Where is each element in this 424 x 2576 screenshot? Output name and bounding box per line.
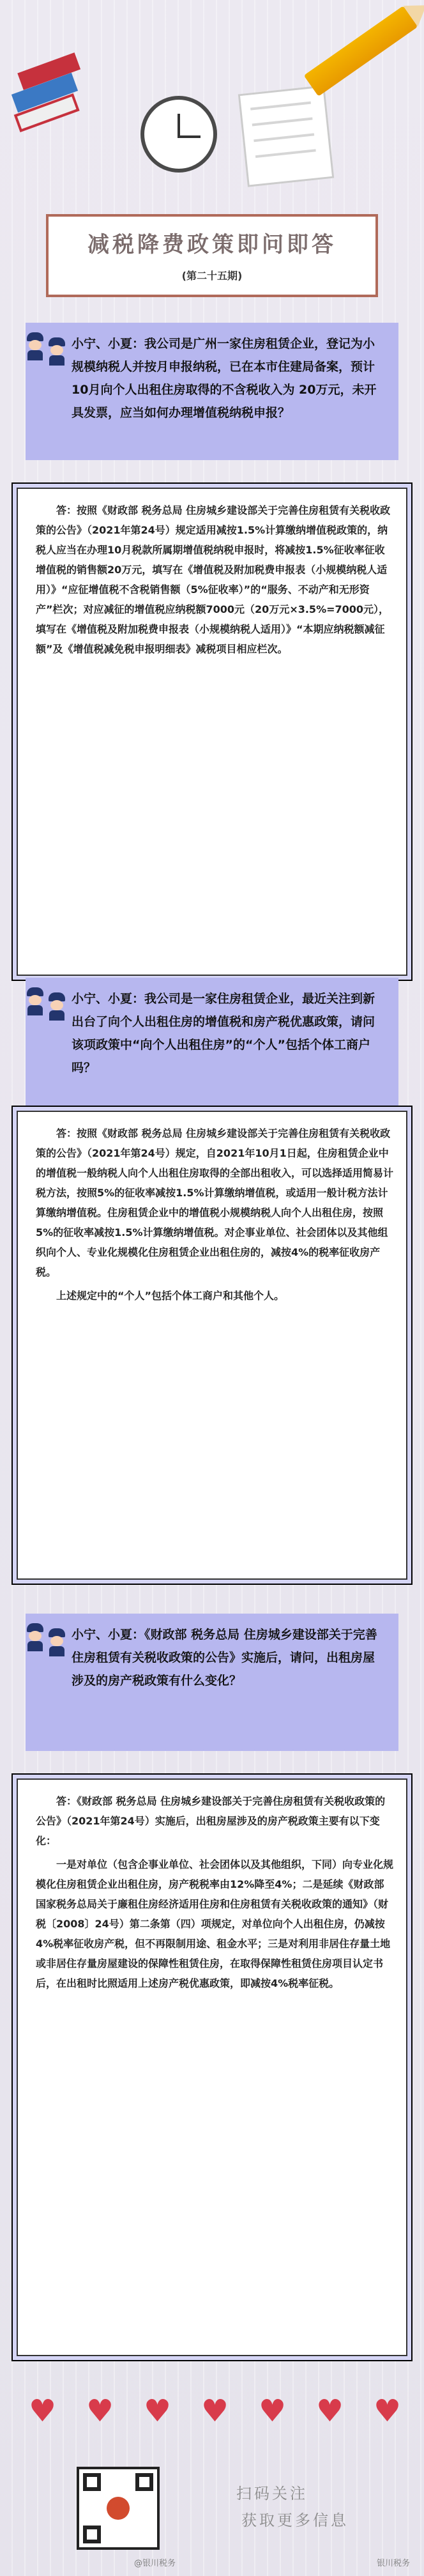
answer-paragraph: 答：按照《财政部 税务总局 住房城乡建设部关于完善住房租赁有关税收政策的公告》（2021年第24号）规定适用减按1.5%计算缴纳增值税政策的，纳税人应当在办理10月税款所属期增值税纳税申报时，将减按1.5%征收率征收增值税的销售额20万元，填写在《增值税及附加税费申报表（小规模纳税人适用）》“应征增值税不含税销售额（5%征收率）”的“服务、不动产和无形资产”栏次；对应减征的增值税应纳税额7000元（20万元×3.5%=7000元），填写在《增值税及附加税费申报表（小规模纳税人适用）》“本期应纳税额减征额”及《增值税减免税申报明细表》减税项目相应栏次。 — [36, 504, 391, 655]
clock-icon — [140, 96, 217, 173]
hearts-decoration — [0, 2380, 424, 2451]
heart-icon: ♥ — [86, 2393, 114, 2429]
watermark-right: 银川税务 — [377, 2559, 411, 2568]
heart-icon: ♥ — [259, 2393, 287, 2429]
pencil-icon — [304, 6, 418, 96]
heart-icon: ♥ — [201, 2393, 229, 2429]
more-info-text: 获取更多信息 — [241, 2511, 349, 2529]
heart-icon: ♥ — [374, 2393, 402, 2429]
scan-follow-text: 扫码关注 — [236, 2485, 308, 2503]
title-box — [46, 214, 378, 297]
document-icon — [238, 85, 335, 187]
police-avatars-icon — [26, 332, 70, 363]
heart-icon: ♥ — [144, 2393, 172, 2429]
qr-code[interactable] — [77, 2467, 160, 2550]
page-subtitle: (第二十五期) — [181, 270, 243, 282]
answer-card — [11, 1106, 413, 1585]
header-illustration — [0, 0, 424, 211]
answer-paragraph: 上述规定中的“个人”包括个体工商户和其他个人。 — [56, 1290, 285, 1302]
answer-paragraph: 答：《财政部 税务总局 住房城乡建设部关于完善住房租赁有关税收政策的公告》（2021年第24号）实施后，出租房屋涉及的房产税政策主要有以下变化： — [36, 1795, 386, 1847]
answer-paragraph: 一是对单位（包含企事业单位、社会团体以及其他组织，下同）向专业化规模化住房租赁企业出租住房，房产税税率由12%降至4%；二是延续《财政部 国家税务总局关于廉租住房经济适用住房和住房租赁有关税收政策的通知》（财税〔2008〕24号）第二条第（四）项规定，对单位向个人出租住房，仍减按4%税率征收房产税，但不再限制用途、租金水平；三是对利用非居住存量土地或非居住存量房屋建设的保障性租赁住房，在取得保障性租赁住房项目认定书后，在出租时比照适用上述房产税优惠政策，即减按4%税率征税。 — [36, 1858, 394, 1989]
answer-content — [17, 488, 407, 976]
books-icon — [6, 38, 89, 134]
police-avatars-icon — [26, 987, 70, 1018]
question-text: 小宁、小夏：我公司是广州一家住房租赁企业，登记为小规模纳税人并按月申报纳税，已在本市住建局备案，预计10月向个人出租住房取得的不含税收入为 20万元，未开具发票，应当如何办理增值税纳税申报？ — [72, 337, 377, 420]
watermark-left: @银川税务 — [134, 2559, 176, 2568]
answer-card — [11, 1773, 413, 2361]
question-text: 小宁、小夏：我公司是一家住房租赁企业，最近关注到新出台了向个人出租住房的增值税和房产税优惠政策，请问该项政策中“向个人出租住房”的“个人”包括个体工商户吗？ — [72, 992, 375, 1075]
footer — [0, 2467, 424, 2576]
heart-icon: ♥ — [29, 2393, 57, 2429]
heart-icon: ♥ — [316, 2393, 344, 2429]
question-text: 小宁、小夏：《财政部 税务总局 住房城乡建设部关于完善住房租赁有关税收政策的公告》实施后，请问，出租房屋涉及的房产税政策有什么变化？ — [72, 1628, 377, 1688]
police-avatars-icon — [26, 1623, 70, 1654]
page-title: 减税降费政策即问即答 — [87, 232, 337, 258]
answer-content — [17, 1111, 407, 1580]
tax-emblem-icon — [107, 2497, 130, 2520]
answer-paragraph: 答：按照《财政部 税务总局 住房城乡建设部关于完善住房租赁有关税收政策的公告》（2021年第24号）规定，自2021年10月1日起，住房租赁企业中的增值税一般纳税人向个人出租住房取得的全部出租收入，可以选择适用简易计税方法，按照5%的征收率减按1.5%计算缴纳增值税，或适用一般计税方法计算缴纳增值税。住房租赁企业中的增值税小规模纳税人向个人出租住房，按照5%的征收率减按1.5%计算缴纳增值税。对企事业单位、社会团体以及其他组织向个人、专业化规模化住房租赁企业出租住房的，减按4%的税率征收房产税。 — [36, 1127, 394, 1278]
answer-content — [17, 1778, 407, 2356]
answer-card — [11, 482, 413, 981]
